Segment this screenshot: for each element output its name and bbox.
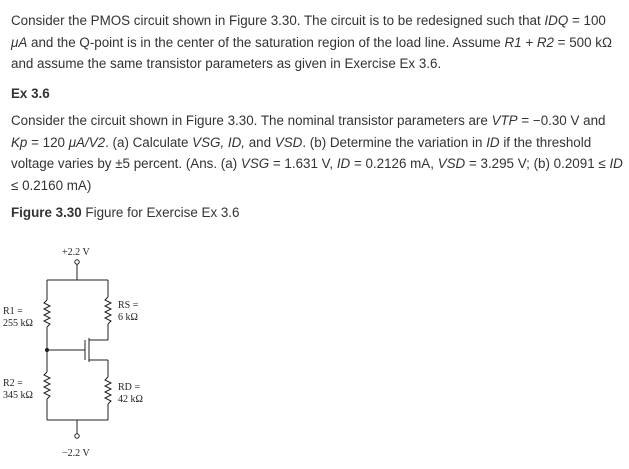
bottom-supply-label: −2.2 V bbox=[62, 448, 90, 459]
bottom-supply-terminal bbox=[75, 434, 79, 438]
top-supply-label: +2.2 V bbox=[62, 247, 90, 258]
circuit-diagram bbox=[0, 242, 200, 464]
problem-statement: Consider the PMOS circuit shown in Figure 3.30. The circuit is to be redesigned such that IDQ = 100 μA and the Q-point is in the center of the saturation region of the load line. Assume R1 + R2 = 500 kΩ and assume the same transistor parameters as given in Exercise Ex 3.6. bbox=[11, 13, 612, 71]
r1-resistor bbox=[44, 300, 50, 327]
r2-name: R2 = bbox=[3, 378, 23, 389]
r2-resistor bbox=[44, 372, 50, 399]
r1-name: R1 = bbox=[3, 306, 23, 317]
rs-value: 6 kΩ bbox=[118, 312, 138, 323]
document-body bbox=[11, 10, 623, 224]
circuit-schematic bbox=[0, 242, 200, 464]
figure-caption-text: Figure for Exercise Ex 3.6 bbox=[81, 205, 240, 220]
rd-resistor bbox=[105, 377, 111, 404]
rs-resistor bbox=[105, 297, 111, 324]
rs-name: RS = bbox=[118, 300, 139, 311]
exercise-text: Consider the circuit shown in Figure 3.30. The nominal transistor parameters are VTP = −0.30 V and Kp = 120 μA/V2. (a) Calculate VSG, ID, and VSD. (b) Determine the variation in ID if the threshold voltage varies by ±5 percent. (Ans. (a) VSG = 1.631 V, ID = 0.2126 mA, VSD = 3.295 V; (b) 0.2091 ≤ ID ≤ 0.2160 mA) bbox=[11, 113, 623, 193]
rd-name: RD = bbox=[118, 382, 141, 393]
exercise-title: Ex 3.6 bbox=[11, 85, 50, 101]
top-supply-terminal bbox=[75, 260, 79, 264]
rd-value: 42 kΩ bbox=[118, 394, 143, 405]
figure-label: Figure 3.30 bbox=[11, 205, 82, 220]
figure-caption bbox=[11, 202, 623, 224]
r2-value: 345 kΩ bbox=[3, 390, 33, 401]
r1-value: 255 kΩ bbox=[3, 318, 33, 329]
